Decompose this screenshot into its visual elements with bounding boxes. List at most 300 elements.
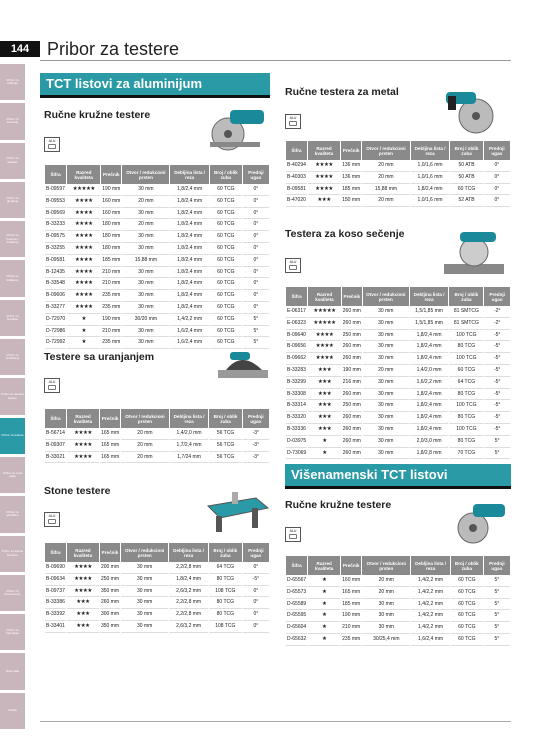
table-row (286, 611, 510, 622)
table-row (286, 196, 510, 207)
table-cell: 0° (243, 197, 269, 208)
table-cell: 235 mm (101, 338, 121, 349)
table-row (45, 185, 269, 196)
table-cell: 210 mm (341, 623, 361, 634)
quality-stars: ★★★★ (308, 354, 341, 365)
column-header: Prednji ugao (243, 409, 269, 428)
table-cell: 185 mm (341, 600, 361, 611)
quality-stars: ★ (308, 635, 340, 646)
quality-stars: ★★★★ (67, 220, 100, 231)
column-header: Prednji ugao (243, 165, 269, 184)
table-cell: 0° (243, 209, 269, 220)
table-cell: 30 mm (122, 209, 169, 220)
part-number: E-06317 (286, 307, 307, 318)
table-cell: 80 TCG (449, 390, 483, 401)
table-cell: 1,8/2,4 mm (410, 342, 449, 353)
page-title: Pribor za testere (47, 39, 180, 59)
quality-stars: ★ (67, 327, 100, 338)
table-cell: 1,8/2,4 mm (169, 575, 208, 586)
part-number: D-65573 (286, 588, 307, 599)
aluminium-icon (44, 512, 60, 527)
table-cell: 2,6/3,2 mm (169, 622, 208, 633)
table-cell: 165 mm (100, 429, 120, 440)
table-cell: 60 TCG (210, 185, 242, 196)
table-cell: 30 mm (122, 327, 169, 338)
table-cell: 1,4/2,2 mm (170, 315, 208, 326)
table-row (45, 256, 269, 267)
table-cell: 1,8/2,4 mm (170, 185, 208, 196)
table-metal-saws (285, 140, 511, 208)
table-cell: 1,0/1,6 mm (411, 161, 450, 172)
part-number: B-33308 (286, 390, 307, 401)
part-number: B-09634 (45, 575, 66, 586)
table-cell: 0° (243, 185, 269, 196)
part-number: B-33392 (45, 610, 66, 621)
table-cell: 260 mm (100, 598, 120, 609)
sidebar-tab[interactable]: Pribor za šrafljenje (0, 260, 25, 296)
table-cell: 1,7/24 mm (170, 453, 209, 464)
table-row (286, 307, 510, 318)
part-number: D-73069 (286, 449, 307, 460)
table-cell: 30 mm (363, 354, 409, 365)
table-cell: 160 mm (101, 197, 121, 208)
table-cell: -5° (484, 390, 510, 401)
table-row (286, 161, 510, 172)
table-saw-image (202, 486, 272, 536)
table-cell: 180 mm (101, 220, 121, 231)
table-cell: 30 mm (121, 563, 168, 574)
table-cell: 108 TCG (209, 587, 242, 598)
part-number: B-09581 (45, 256, 66, 267)
table-cell: 80 TCG (449, 342, 483, 353)
sidebar-tab[interactable]: Ostalo (0, 693, 25, 729)
quality-stars: ★★★ (308, 390, 341, 401)
table-cell: 30 mm (121, 598, 168, 609)
column-header: Šifra (45, 165, 66, 184)
part-number: B-33320 (286, 413, 307, 424)
table-cell: 30 mm (121, 610, 168, 621)
quality-stars: ★★★★ (67, 303, 100, 314)
table-cell: 5° (484, 611, 510, 622)
table-cell: 30 mm (121, 587, 168, 598)
table-cell: 60 TCG (210, 244, 242, 255)
table-cell: 5° (484, 588, 510, 599)
part-number: D-65632 (286, 635, 307, 646)
quality-stars: ★ (308, 576, 340, 587)
table-miter-saws (285, 286, 511, 460)
part-number: E-06323 (286, 319, 307, 330)
table-cell: -3° (243, 441, 269, 452)
sidebar-tab[interactable]: Pribor za brušenje (0, 103, 25, 139)
part-number: B-33314 (286, 401, 307, 412)
quality-stars: ★★★★ (67, 575, 99, 586)
table-row (45, 279, 269, 290)
quality-stars: ★★★ (67, 610, 99, 621)
sidebar-tab[interactable]: Pribor za glodalice (0, 496, 25, 532)
part-number: B-33386 (45, 598, 66, 609)
table-cell: 56 TCG (209, 441, 241, 452)
table-cell: 30 mm (121, 622, 168, 633)
table-cell: 1,4/2,2 mm (411, 623, 449, 634)
table-cell: 1,8/2,4 mm (170, 279, 208, 290)
quality-stars: ★★★★ (67, 279, 100, 290)
heading-metal-saws: Ručne testera za metal (285, 86, 399, 98)
table-cell: 1,4/2,0 mm (410, 366, 449, 377)
part-number: B-09656 (286, 342, 307, 353)
part-number: B-33277 (45, 303, 66, 314)
part-number: B-09662 (286, 354, 307, 365)
table-cell: 80 TCG (209, 610, 242, 621)
alu-icon-label: ALU (48, 514, 56, 518)
table-cell: 0° (243, 279, 269, 290)
table-row (286, 576, 510, 587)
column-header: Broj / oblik zuba (451, 556, 483, 575)
part-number: B-09737 (45, 587, 66, 598)
table-row (286, 401, 510, 412)
table-cell: 1,6/2,4 mm (170, 338, 208, 349)
table-cell: 150 mm (341, 196, 361, 207)
sidebar-tab[interactable]: Pribor za testere (0, 418, 25, 454)
table-cell: 165 mm (100, 441, 120, 452)
table-cell: 5° (243, 315, 269, 326)
table-cell: 100 TCG (449, 331, 483, 342)
table-row (286, 437, 510, 448)
table-cell: 0° (243, 268, 269, 279)
table-row (45, 327, 269, 338)
table-cell: 30 mm (363, 331, 409, 342)
table-row (45, 232, 269, 243)
quality-stars: ★★★★ (67, 563, 99, 574)
part-number: B-56714 (45, 429, 66, 440)
table-cell: 5° (484, 437, 510, 448)
table-cell: 350 mm (100, 587, 120, 598)
column-header: Razred kvaliteta (67, 409, 99, 428)
column-header: Prednji ugao (484, 141, 510, 160)
column-header: Broj / oblik zuba (209, 409, 241, 428)
table-cell: 60 TCG (210, 338, 242, 349)
table-cell: 5° (484, 623, 510, 634)
table-cell: -5° (484, 425, 510, 436)
table-cell: 80 TCG (449, 437, 483, 448)
sidebar-tab[interactable]: Pribor za kompresore (0, 575, 25, 611)
table-row (286, 413, 510, 424)
quality-stars: ★★★★ (308, 331, 341, 342)
table-cell: 15,88 mm (362, 185, 410, 196)
table-cell: 64 TCG (209, 563, 242, 574)
table-cell: 0° (243, 563, 269, 574)
table-row (45, 622, 269, 633)
table-cell: 0° (484, 161, 510, 172)
column-header: Prečnik (100, 543, 120, 562)
table-cell: 60 TCG (210, 279, 242, 290)
table-cell: 0° (243, 256, 269, 267)
part-number: D-72970 (45, 315, 66, 326)
sidebar-tab[interactable]: Pribor za tracne brusilice (0, 536, 25, 572)
table-cell: -5° (484, 331, 510, 342)
part-number: B-40303 (286, 173, 307, 184)
sidebar-tab[interactable]: Pribor za sečenje (0, 143, 25, 179)
quality-stars: ★★★★★ (308, 307, 341, 318)
table-table-saws (44, 542, 270, 634)
column-header: Šifra (45, 409, 66, 428)
aluminium-icon (44, 378, 60, 393)
table-row (45, 268, 269, 279)
quality-stars: ★★★★ (67, 244, 100, 255)
table-cell: 30 mm (363, 449, 409, 460)
table-cell: 20 mm (121, 429, 169, 440)
table-cell: 1,8/2,4 mm (170, 268, 208, 279)
table-cell: 30 mm (363, 307, 409, 318)
table-row (286, 425, 510, 436)
table-cell: -2° (484, 319, 510, 330)
footer-divider (40, 721, 511, 722)
alu-icon-label: ALU (289, 260, 297, 264)
quality-stars: ★★★★ (67, 429, 99, 440)
quality-stars: ★ (308, 623, 340, 634)
table-row (45, 441, 269, 452)
table-cell: 30 mm (362, 611, 410, 622)
quality-stars: ★★★★ (308, 185, 340, 196)
table-cell: 260 mm (342, 307, 362, 318)
table-cell: 30 mm (363, 413, 409, 424)
table-row (286, 378, 510, 389)
table-cell: 60 TCG (210, 256, 242, 267)
table-cell: 30 mm (363, 437, 409, 448)
alu-icon-label: ALU (289, 529, 297, 533)
sidebar-tab[interactable]: Pribor za bušenje (0, 64, 25, 100)
table-cell: -3° (243, 453, 269, 464)
section-banner-multipurpose (285, 464, 511, 486)
table-cell: -5° (484, 342, 510, 353)
table-cell: 60 TCG (210, 303, 242, 314)
column-header: Prečnik (100, 409, 120, 428)
table-cell: 20 mm (362, 588, 410, 599)
table-row (45, 610, 269, 621)
column-header: Prečnik (342, 287, 362, 306)
table-cell: 1,7/2,4 mm (170, 441, 209, 452)
table-cell: 235 mm (101, 291, 121, 302)
table-cell: 0° (243, 303, 269, 314)
table-cell: 180 mm (101, 232, 121, 243)
table-cell: 100 TCG (449, 425, 483, 436)
table-cell: 60 TCG (451, 576, 483, 587)
table-cell: 60 TCG (451, 600, 483, 611)
table-row (45, 209, 269, 220)
table-cell: 60 TCG (210, 220, 242, 231)
table-row (286, 173, 510, 184)
part-number: D-65589 (286, 600, 307, 611)
table-cell: 185 mm (101, 256, 121, 267)
page-number: 144 (0, 41, 40, 57)
table-cell: 1,8/2,4 mm (410, 390, 449, 401)
table-cell: 1,0/1,6 mm (411, 173, 450, 184)
table-row (45, 291, 269, 302)
part-number: D-03975 (286, 437, 307, 448)
sidebar-tab[interactable]: Pribor za baterijske (0, 614, 25, 650)
table-cell: 260 mm (342, 354, 362, 365)
table-cell: 235 mm (341, 635, 361, 646)
part-number: B-47020 (286, 196, 307, 207)
quality-stars: ★★★★ (67, 441, 99, 452)
part-number: B-09597 (45, 185, 66, 196)
column-header: Šifra (286, 287, 307, 306)
table-cell: -5° (484, 378, 510, 389)
table-cell: 20 mm (121, 453, 169, 464)
table-cell: 180 mm (101, 244, 121, 255)
sidebar-tab[interactable]: Pribor za bušenje i dubljenje (0, 221, 25, 257)
column-header: Broj / oblik zuba (449, 287, 483, 306)
table-cell: 30 mm (363, 401, 409, 412)
metal-saw-image (440, 86, 510, 138)
table-cell: 30 mm (122, 279, 169, 290)
table-cell: 1,8/2,4 mm (170, 209, 208, 220)
quality-stars: ★★★ (308, 425, 341, 436)
alu-icon-label: ALU (289, 116, 297, 120)
table-cell: 30 mm (122, 338, 169, 349)
part-number: B-09690 (45, 563, 66, 574)
banner-underline (40, 95, 270, 98)
table-cell: -5° (484, 413, 510, 424)
sidebar-tab[interactable]: Pribor za glodanje (0, 182, 25, 218)
quality-stars: ★★★★ (308, 342, 341, 353)
column-header: Otvor / redukcioni prsten (121, 543, 168, 562)
quality-stars: ★★★ (67, 598, 99, 609)
table-row (45, 598, 269, 609)
part-number: B-33299 (286, 378, 307, 389)
table-cell: 60 TCG (210, 268, 242, 279)
alu-icon-label: ALU (48, 380, 56, 384)
table-cell: 0° (243, 598, 269, 609)
table-row (45, 197, 269, 208)
table-cell: 15,88 mm (122, 256, 169, 267)
part-number: D-72986 (45, 327, 66, 338)
table-cell: 1,6/2,2 mm (410, 378, 449, 389)
table-cell: 0° (243, 244, 269, 255)
quality-stars: ★★★ (308, 196, 340, 207)
part-number: B-33401 (45, 622, 66, 633)
quality-stars: ★★★★ (308, 161, 340, 172)
table-cell: 2,2/2,8 mm (169, 610, 208, 621)
quality-stars: ★★★★ (67, 232, 100, 243)
table-cell: 20 mm (363, 366, 409, 377)
table-cell: 1,5/1,85 mm (410, 319, 449, 330)
table-row (45, 587, 269, 598)
part-number: B-33021 (45, 453, 66, 464)
table-cell: 108 TCG (209, 622, 242, 633)
part-number: D-65595 (286, 611, 307, 622)
column-header: Razred kvaliteta (308, 287, 341, 306)
quality-stars: ★ (67, 338, 100, 349)
column-header: Debljina lista / reza (170, 409, 209, 428)
column-header: Otvor / redukcioni prsten (121, 409, 169, 428)
table-cell: 60 TCG (210, 327, 242, 338)
column-header: Debljina lista / reza (411, 556, 449, 575)
table-cell: 1,8/2,4 mm (410, 354, 449, 365)
table-cell: 60 TCG (451, 588, 483, 599)
table-cell: 30 mm (363, 319, 409, 330)
table-cell: 260 mm (342, 413, 362, 424)
table-row (45, 563, 269, 574)
table-cell: 20 mm (122, 197, 169, 208)
sidebar-tab[interactable]: Pribor za brusilice (0, 300, 25, 336)
quality-stars: ★★★★★ (308, 319, 341, 330)
table-cell: 56 TCG (209, 453, 241, 464)
table-cell: 30/25,4 mm (362, 635, 410, 646)
heading-circular-saws-multi: Ručne kružne testere (285, 499, 392, 511)
table-cell: 30 mm (362, 600, 410, 611)
part-number: B-09606 (45, 291, 66, 302)
sidebar-tab[interactable]: Pribor za rendisanje (0, 339, 25, 375)
column-header: Razred kvaliteta (67, 165, 100, 184)
table-cell: 0° (243, 622, 269, 633)
table-row (45, 220, 269, 231)
table-plunge-saws (44, 408, 270, 464)
table-cell: 260 mm (342, 437, 362, 448)
table-cell: 350 mm (100, 622, 120, 633)
table-row (286, 449, 510, 460)
column-header: Debljina lista / reza (169, 543, 208, 562)
table-cell: 0° (484, 173, 510, 184)
column-header: Šifra (286, 556, 307, 575)
table-cell: 210 mm (101, 327, 121, 338)
table-cell: 1,8/2,4 mm (410, 425, 449, 436)
quality-stars: ★ (308, 449, 341, 460)
table-cell: 30 mm (122, 244, 169, 255)
table-cell: 1,8/2,4 mm (170, 197, 208, 208)
column-header: Broj / oblik zuba (450, 141, 482, 160)
table-cell: 1,8/2,4 mm (170, 244, 208, 255)
section-banner-text: Višenamenski TCT listovi (291, 467, 448, 482)
table-cell: 81 SMTCG (449, 307, 483, 318)
quality-stars: ★★★★★ (67, 185, 100, 196)
column-header: Prečnik (341, 141, 361, 160)
quality-stars: ★★★★ (67, 268, 100, 279)
table-cell: 5° (484, 449, 510, 460)
table-cell: 2,2/2,8 mm (169, 563, 208, 574)
table-cell: 1,6/2,4 mm (170, 327, 208, 338)
column-header: Prednji ugao (484, 287, 510, 306)
table-cell: -5° (243, 575, 269, 586)
sidebar-tab[interactable]: Ručni alat (0, 653, 25, 689)
table-cell: 1,8/2,4 mm (410, 401, 449, 412)
table-cell: 216 mm (342, 378, 362, 389)
table-cell: 190 mm (341, 611, 361, 622)
quality-stars: ★★★ (308, 366, 341, 377)
column-header: Otvor / redukcioni prsten (362, 556, 410, 575)
aluminium-icon (285, 258, 301, 273)
quality-stars: ★★★★ (67, 209, 100, 220)
aluminium-icon (44, 137, 60, 152)
table-cell: 1,4/2,2 mm (411, 611, 449, 622)
table-cell: 160 mm (101, 209, 121, 220)
table-cell: 250 mm (100, 575, 120, 586)
part-number: B-09307 (45, 441, 66, 452)
table-cell: 30 mm (122, 185, 169, 196)
sidebar-tab[interactable]: Pribor za multi alate (0, 457, 25, 493)
table-cell: 80 TCG (449, 413, 483, 424)
part-number: B-33336 (286, 425, 307, 436)
table-cell: 0° (243, 232, 269, 243)
table-row (286, 390, 510, 401)
quality-stars: ★ (308, 437, 341, 448)
table-cell: 30 mm (122, 303, 169, 314)
table-row (45, 575, 269, 586)
table-cell: -5° (484, 366, 510, 377)
quality-stars: ★ (67, 315, 100, 326)
column-header: Broj / oblik zuba (210, 165, 242, 184)
sidebar-tab[interactable]: Pribor za ubodne testere (0, 378, 25, 414)
table-cell: 30 mm (362, 623, 410, 634)
